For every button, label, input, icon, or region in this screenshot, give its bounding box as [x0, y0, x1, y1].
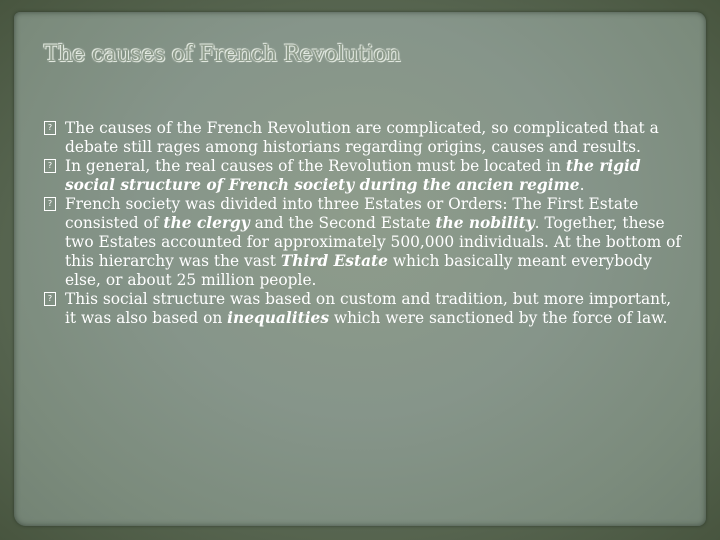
bullet-item	[44, 195, 684, 290]
bullet-text	[65, 157, 641, 194]
bullet-item	[44, 157, 684, 195]
text-run: which were sanctioned by the force of law.	[329, 309, 668, 327]
bullet-text	[65, 195, 681, 289]
bullet-box-icon: ?	[44, 121, 56, 135]
bullet-box-icon: ?	[44, 292, 56, 306]
text-run: This social structure was based on custom and tradition, but more important, it was also based on	[65, 290, 672, 327]
emphasis-run: inequalities	[227, 309, 330, 327]
bullet-box-icon: ?	[44, 197, 56, 211]
bullet-item	[44, 290, 684, 328]
text-run: which basically meant everybody else, or about 25 million people.	[65, 252, 652, 289]
text-run: The causes of the French Revolution are complicated, so complicated that a debate still rages among historians regarding origins, causes and results.	[65, 119, 659, 156]
bullet-list	[44, 119, 684, 328]
slide-title: The causes of French Revolution	[44, 42, 401, 67]
text-run: . Together, these two Estates accounted for approximately 500,000 individuals. At the bottom of this hierarchy was the vast	[65, 214, 682, 270]
text-run: .	[579, 176, 585, 194]
bullet-item	[44, 119, 684, 157]
text-run: French society was divided into three Estates or Orders: The First Estate consisted of	[65, 195, 639, 232]
emphasis-run: Third Estate	[280, 252, 388, 270]
emphasis-run: the nobility	[435, 214, 535, 232]
text-run: and the Second Estate	[249, 214, 436, 232]
bullet-box-icon: ?	[44, 159, 56, 173]
text-run: In general, the real causes of the Revolution must be located in	[65, 157, 566, 175]
bullet-text	[65, 290, 671, 327]
bullet-text	[65, 119, 659, 156]
emphasis-run: the rigid social structure of French society during the ancien regime	[65, 157, 641, 194]
emphasis-run: the clergy	[163, 214, 250, 232]
